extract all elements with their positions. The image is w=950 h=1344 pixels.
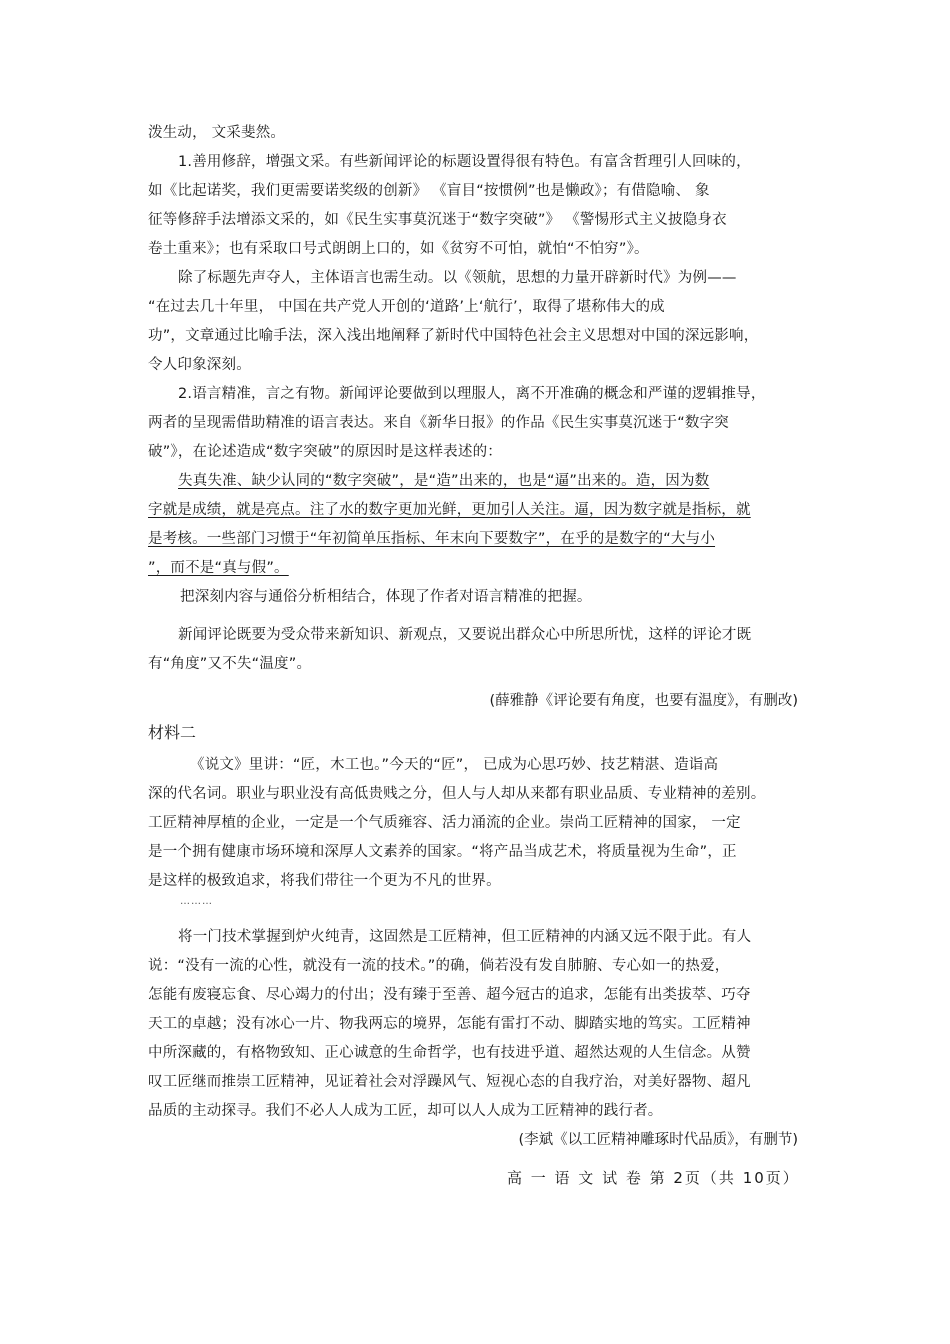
section-heading: 材料二 <box>148 723 197 742</box>
paragraph-line: 品质的主动探寻。我们不必人人成为工匠，却可以人人成为工匠精神的践行者。 <box>148 1103 663 1119</box>
paragraph-line: 如《比起诺奖，我们更需要诺奖级的创新》 《盲目“按惯例”也是懒政》；有借隐喻、 象 <box>148 183 710 199</box>
paragraph-line: “在过去几十年里， 中国在共产党人开创的‘道路’上‘航行’，取得了堪称伟大的成 <box>148 299 665 315</box>
paragraph-line: 征等修辞手法增添文采的，如《民生实事莫沉迷于“数字突破”》 《警惕形式主义披隐身衣 <box>148 212 727 228</box>
ellipsis-mark: ……… <box>180 896 213 907</box>
paragraph-line: 新闻评论既要为受众带来新知识、新观点，又要说出群众心中所思所忧，这样的评论才既 <box>178 627 752 643</box>
paragraph-line: 叹工匠继而推崇工匠精神，见证着社会对浮躁风气、短视心态的自我疗治，对美好器物、超凡 <box>148 1074 751 1090</box>
paragraph-line: 破”》，在论述造成“数字突破”的原因时是这样表述的： <box>148 444 502 460</box>
paragraph-line: 将一门技术掌握到炉火纯青，这固然是工匠精神，但工匠精神的内涵又远不限于此。有人 <box>178 929 752 945</box>
paragraph-line: 把深刻内容与通俗分析相结合，体现了作者对语言精准的把握。 <box>180 589 592 605</box>
paragraph-line: 除了标题先声夺人，主体语言也需生动。以《领航，思想的力量开辟新时代》为例—— <box>178 270 737 286</box>
page-footer: 高 一 语 文 试 卷 第 2页（共 10页） <box>507 1169 800 1187</box>
paragraph-line: 卷土重来》；也有采取口号式朗朗上口的，如《贫穷不可怕，就怕“不怕穷”》。 <box>148 241 649 257</box>
paragraph-line: 说：“没有一流的心性，就没有一流的技术。”的确，倘若没有发自肺腑、专心如一的热爱， <box>148 958 730 974</box>
paragraph-line: 令人印象深刻。 <box>148 357 251 373</box>
paragraph-line: 怎能有废寝忘食、尽心竭力的付出；没有臻于至善、超今冠古的追求，怎能有出类拔萃、巧夺 <box>148 987 751 1003</box>
paragraph-line: 深的代名词。职业与职业没有高低贵贱之分，但人与人却从来都有职业品质、专业精神的差别。 <box>148 786 766 802</box>
paragraph-line: 2.语言精准，言之有物。新闻评论要做到以理服人，离不开准确的概念和严谨的逻辑推导， <box>178 386 766 402</box>
quote-line: 字就是成绩，就是亮点。注了水的数字更加光鲜，更加引人关注。逼，因为数字就是指标，就 <box>148 502 751 518</box>
paragraph-line: 有“角度”又不失“温度”。 <box>148 656 312 672</box>
paragraph-line: 天工的卓越；没有冰心一片、物我两忘的境界，怎能有雷打不动、脚踏实地的笃实。工匠精神 <box>148 1016 751 1032</box>
paragraph-line: 工匠精神厚植的企业，一定是一个气质雍容、活力涌流的企业。崇尚工匠精神的国家， 一定 <box>148 815 741 831</box>
source-citation: (李斌《以工匠精神雕琢时代品质》，有删节) <box>518 1132 798 1148</box>
source-citation: (薛雅静《评论要有角度，也要有温度》，有删改) <box>489 693 798 709</box>
paragraph-line: 1.善用修辞，增强文采。有些新闻评论的标题设置得很有特色。有富含哲理引人回味的， <box>178 154 751 170</box>
paragraph-line: 功”，文章通过比喻手法，深入浅出地阐释了新时代中国特色社会主义思想对中国的深远影响， <box>148 328 759 344</box>
paragraph-line: 是这样的极致追求，将我们带往一个更为不凡的世界。 <box>148 873 501 889</box>
paragraph-line: 中所深藏的，有格物致知、正心诚意的生命哲学，也有技进乎道、超然达观的人生信念。从赞 <box>148 1045 751 1061</box>
quote-line: 失真失准、缺少认同的“数字突破”，是“造”出来的，也是“逼”出来的。造，因为数 <box>178 473 710 489</box>
quote-line: ”，而不是“真与假”。 <box>148 560 289 576</box>
quote-line: 是考核。一些部门习惯于“年初简单压指标、年末向下要数字”，在乎的是数字的“大与小 <box>148 531 716 547</box>
paragraph-line: 《说文》里讲：“匠，木工也。”今天的“匠”， 已成为心思巧妙、技艺精湛、造诣高 <box>190 757 719 773</box>
paragraph-line: 是一个拥有健康市场环境和深厚人文素养的国家。“将产品当成艺术，将质量视为生命”，正 <box>148 844 737 860</box>
paragraph-line: 泼生动， 文采斐然。 <box>148 125 286 141</box>
paragraph-line: 两者的呈现需借助精准的语言表达。来自《新华日报》的作品《民生实事莫沉迷于“数字突 <box>148 415 730 431</box>
